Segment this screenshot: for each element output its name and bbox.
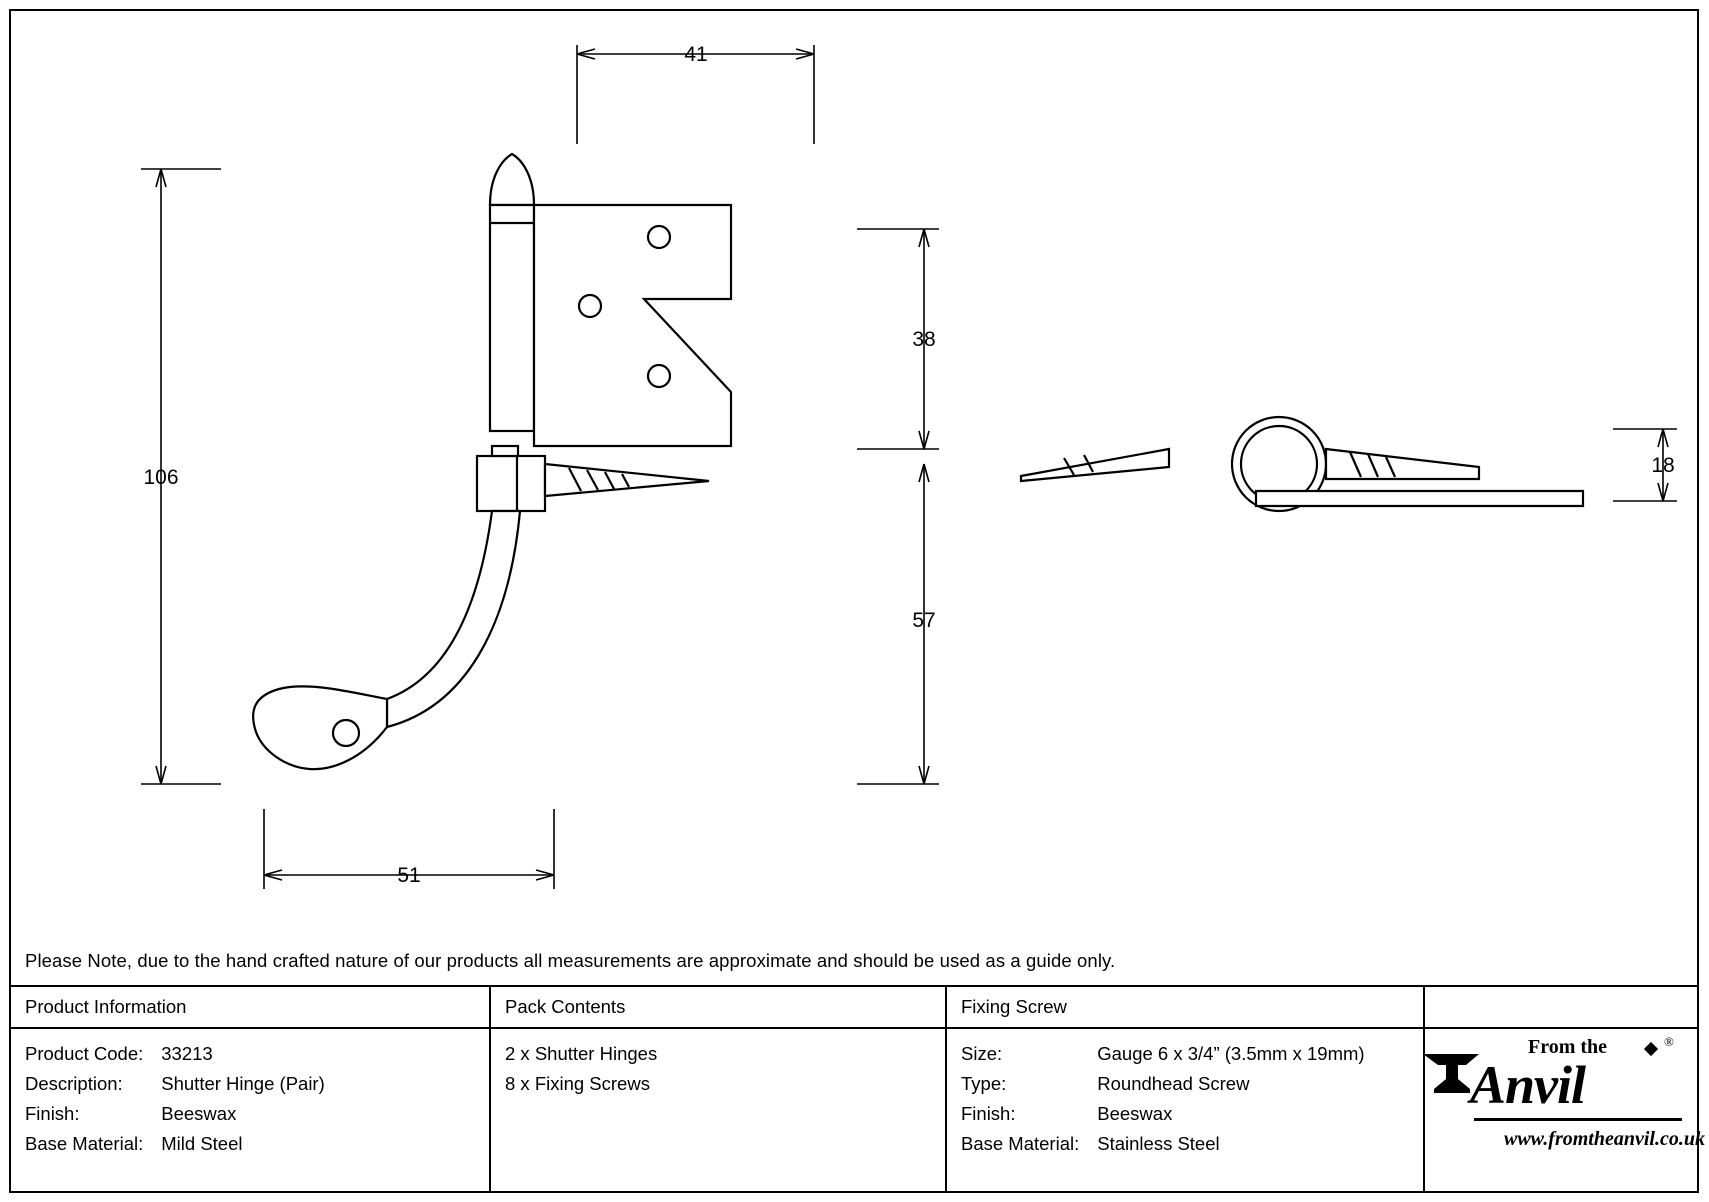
screw-type-value: Roundhead Screw: [1097, 1073, 1250, 1094]
product-information-table: [25, 1043, 325, 1163]
fixing-screw-table: [961, 1043, 1365, 1163]
screw-finish-value: Beeswax: [1097, 1103, 1173, 1124]
logo-website-url: www.fromtheanvil.co.uk: [1504, 1128, 1705, 1150]
finish-label: Finish:: [25, 1103, 80, 1124]
screw-finish-label: Finish:: [961, 1103, 1016, 1124]
table-row: [25, 1073, 325, 1103]
hinge-flag-plate: [534, 205, 731, 446]
brand-logo: [1418, 1032, 1705, 1188]
table-row: [961, 1043, 1365, 1073]
header-product-information: [11, 987, 489, 1027]
pack-contents-cell: [489, 1029, 945, 1191]
finish-value: Beeswax: [161, 1103, 237, 1124]
description-label: Description:: [25, 1073, 123, 1094]
description-value: Shutter Hinge (Pair): [161, 1073, 325, 1094]
hinge-tail-taper: [545, 464, 709, 496]
dimension-label-57: 57: [912, 609, 936, 632]
base-material-label: Base Material:: [25, 1133, 144, 1154]
hinge-spade-end: [253, 686, 387, 769]
table-row: [961, 1103, 1365, 1133]
table-header-row: [11, 987, 1697, 1029]
product-information-cell: [11, 1029, 489, 1191]
measurement-note: Please Note, due to the hand crafted nature of our products all measurements are approximate and should be used as a guide only.: [25, 949, 1116, 971]
diamond-icon: [1644, 1042, 1658, 1056]
table-row: [961, 1073, 1365, 1103]
screw-base-material-value: Stainless Steel: [1097, 1133, 1220, 1154]
table-row: [25, 1043, 325, 1073]
table-row: [961, 1133, 1365, 1163]
list-item: 2 x Shutter Hinges: [505, 1043, 658, 1064]
hinge-curved-arm: [387, 511, 520, 727]
table-row: [25, 1103, 325, 1133]
fixing-screw-cell: [945, 1029, 1423, 1191]
dimension-label-106: 106: [143, 466, 179, 489]
header-logo-cell: [1423, 987, 1697, 1027]
header-fixing-screw: [945, 987, 1423, 1027]
registered-trademark-icon: ®: [1664, 1034, 1674, 1049]
lower-knuckle-block: [477, 446, 545, 511]
screw-size-value: Gauge 6 x 3/4” (3.5mm x 19mm): [1097, 1043, 1365, 1064]
screw-base-material-label: Base Material:: [961, 1133, 1080, 1154]
logo-anvil-text: Anvil: [1470, 1055, 1586, 1115]
logo-from-the-text: From the: [1528, 1036, 1608, 1058]
dimension-label-18: 18: [1651, 454, 1675, 477]
screw-size-label: Size:: [961, 1043, 1003, 1064]
dimension-label-41: 41: [684, 43, 708, 66]
logo-divider: [1474, 1118, 1682, 1121]
list-item: 8 x Fixing Screws: [505, 1073, 650, 1094]
screw-type-label: Type:: [961, 1073, 1007, 1094]
product-code-label: Product Code:: [25, 1043, 144, 1064]
measurement-note-row: [11, 936, 1697, 987]
technical-drawing: [9, 9, 1699, 939]
header-pack-contents-label: Pack Contents: [505, 996, 626, 1017]
table-row: [25, 1133, 325, 1163]
dimension-label-38: 38: [912, 328, 936, 351]
hinge-pin-cap: [490, 154, 534, 205]
base-material-value: Mild Steel: [161, 1133, 243, 1154]
dimension-label-51: 51: [397, 864, 421, 887]
header-fixing-screw-label: Fixing Screw: [961, 996, 1067, 1017]
header-product-information-label: Product Information: [25, 996, 187, 1017]
side-view: [1021, 417, 1583, 511]
hinge-knuckle: [490, 205, 534, 431]
header-pack-contents: [489, 987, 945, 1027]
product-code-value: 33213: [161, 1043, 213, 1064]
